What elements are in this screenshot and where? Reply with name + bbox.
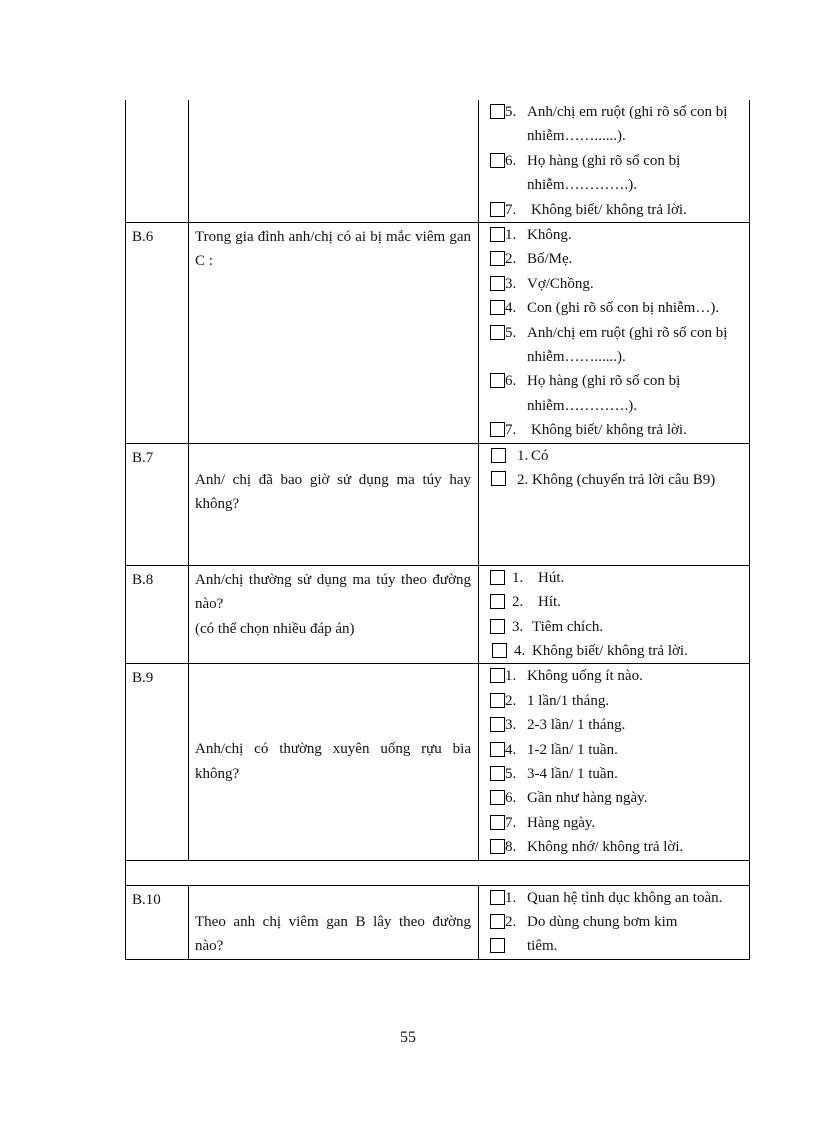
checkbox[interactable]	[490, 594, 505, 609]
questionnaire-table	[125, 100, 750, 960]
option-item: 1. Quan hệ tình dục không an toàn.	[490, 886, 743, 910]
option-item: 6. Họ hàng (ghi rõ số con bị nhiễm………….).	[490, 149, 743, 198]
checkbox[interactable]	[490, 300, 505, 315]
checkbox[interactable]	[490, 227, 505, 242]
checkbox[interactable]	[490, 153, 505, 168]
checkbox[interactable]	[490, 570, 505, 585]
option-item: 6. Họ hàng (ghi rõ số con bị nhiễm………….).	[490, 369, 743, 418]
option-item: 7. Hàng ngày.	[490, 811, 743, 835]
option-item: 1. Không.	[490, 223, 743, 247]
option-item: 7. Không biết/ không trả lời.	[490, 418, 743, 442]
option-item: 2. Do dùng chung bơm kim	[490, 910, 743, 934]
checkbox[interactable]	[490, 742, 505, 757]
checkbox[interactable]	[490, 619, 505, 634]
question-text: Anh/chị thường sử dụng ma túy theo đường nào? (có thể chọn nhiều đáp án)	[189, 565, 479, 664]
option-item: 7. Không biết/ không trả lời.	[490, 198, 743, 222]
option-item: 4. Không biết/ không trả lời.	[490, 639, 743, 663]
question-code: B.8	[126, 565, 189, 664]
checkbox[interactable]	[490, 890, 505, 905]
table-row	[126, 443, 750, 565]
checkbox[interactable]	[490, 914, 505, 929]
checkbox[interactable]	[492, 643, 507, 658]
table-row	[126, 885, 750, 959]
option-item: 4. Con (ghi rõ số con bị nhiễm…).	[490, 296, 743, 320]
options-cell	[479, 885, 750, 959]
option-item: 3. Vợ/Chồng.	[490, 272, 743, 296]
checkbox[interactable]	[490, 251, 505, 266]
option-item: 1. Không uống ít nào.	[490, 664, 743, 688]
options-cell	[479, 443, 750, 565]
option-item: 2. 1 lần/1 tháng.	[490, 689, 743, 713]
option-item: 3. Tiêm chích.	[490, 615, 743, 639]
option-item: 2. Bố/Mẹ.	[490, 247, 743, 271]
option-item: 5. Anh/chị em ruột (ghi rõ số con bị nhiễm……......).	[490, 321, 743, 370]
option-item: 8. Không nhớ/ không trả lời.	[490, 835, 743, 859]
table-row	[126, 565, 750, 664]
checkbox[interactable]	[490, 668, 505, 683]
option-item: 3. 2-3 lần/ 1 tháng.	[490, 713, 743, 737]
checkbox[interactable]	[490, 422, 505, 437]
checkbox[interactable]	[490, 938, 505, 953]
checkbox[interactable]	[490, 325, 505, 340]
options-cell	[479, 664, 750, 860]
option-item: 1. Hút.	[490, 566, 743, 590]
checkbox[interactable]	[490, 790, 505, 805]
option-item: 1. Có	[486, 444, 743, 468]
question-code: B.9	[126, 664, 189, 860]
table-row	[126, 223, 750, 444]
options-cell	[479, 565, 750, 664]
options-cell	[479, 223, 750, 444]
checkbox[interactable]	[491, 448, 506, 463]
options-cell	[479, 100, 750, 223]
separator-row	[126, 860, 750, 885]
question-text: Anh/chị có thường xuyên uống rựu bia không?	[189, 664, 479, 860]
checkbox[interactable]	[490, 693, 505, 708]
checkbox[interactable]	[490, 373, 505, 388]
question-text: Trong gia đình anh/chị có ai bị mắc viêm gan C :	[189, 223, 479, 444]
checkbox[interactable]	[490, 766, 505, 781]
question-text: Theo anh chị viêm gan B lây theo đường nào?	[189, 885, 479, 959]
option-item: 5. 3-4 lần/ 1 tuần.	[490, 762, 743, 786]
checkbox[interactable]	[490, 104, 505, 119]
checkbox[interactable]	[490, 202, 505, 217]
option-item: tiêm.	[490, 934, 743, 958]
question-code: B.7	[126, 443, 189, 565]
option-item: 2. Không (chuyển trả lời câu B9)	[486, 468, 743, 492]
checkbox[interactable]	[490, 717, 505, 732]
checkbox[interactable]	[490, 839, 505, 854]
checkbox[interactable]	[491, 471, 506, 486]
table-row	[126, 664, 750, 860]
question-code: B.10	[126, 885, 189, 959]
table-row	[126, 100, 750, 223]
option-item: 2. Hít.	[490, 590, 743, 614]
checkbox[interactable]	[490, 815, 505, 830]
option-item: 6. Gần như hàng ngày.	[490, 786, 743, 810]
checkbox[interactable]	[490, 276, 505, 291]
question-code: B.6	[126, 223, 189, 444]
page-number: 55	[400, 1029, 416, 1046]
option-item: 5. Anh/chị em ruột (ghi rõ số con bị nhiễm……......).	[490, 100, 743, 149]
question-text: Anh/ chị đã bao giờ sử dụng ma túy hay không?	[189, 443, 479, 565]
option-item: 4. 1-2 lần/ 1 tuần.	[490, 738, 743, 762]
